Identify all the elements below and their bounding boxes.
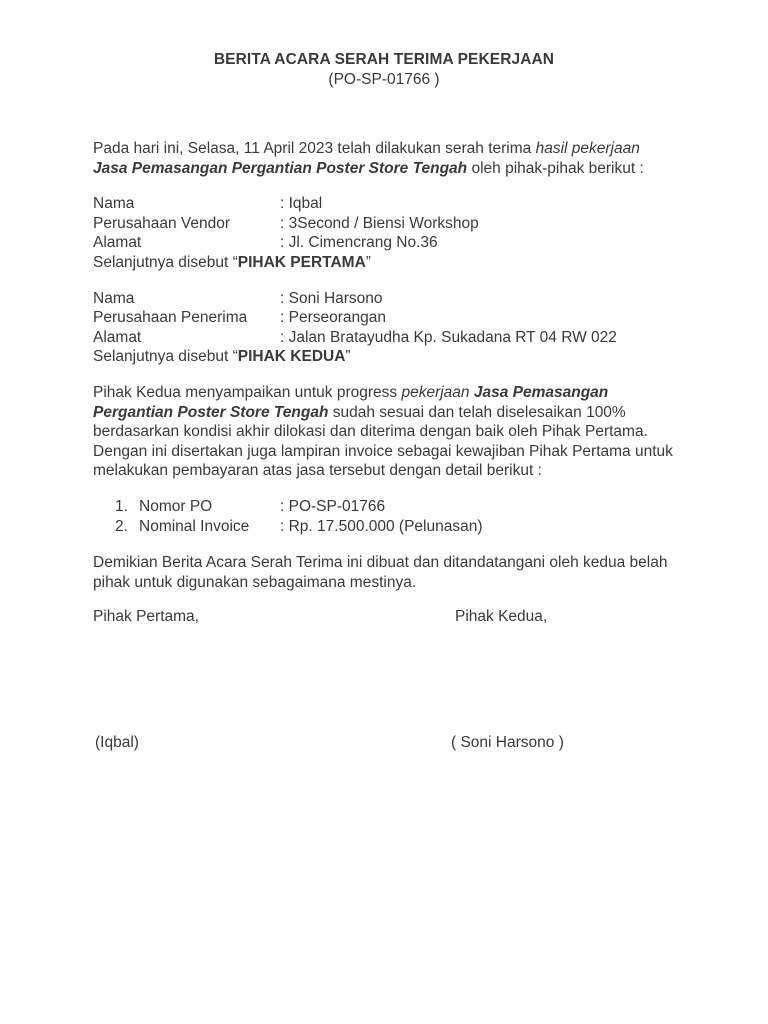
pihak-pertama-row xyxy=(93,233,683,253)
pihak-pertama-row xyxy=(93,214,683,234)
intro-paragraph xyxy=(93,139,683,178)
field-label: Alamat xyxy=(93,328,142,346)
signature-title-left: Pihak Pertama, xyxy=(93,608,199,626)
body-job-title: Jasa Pemasangan Pergantian Poster Store Tengah xyxy=(93,383,609,421)
closing-paragraph: Demikian Berita Acara Serah Terima ini dibuat dan ditandatangani oleh kedua belah pihak untuk digunakan sebagaimana mestinya. xyxy=(93,554,668,591)
intro-italic: hasil pekerjaan xyxy=(535,140,640,157)
signature-names xyxy=(93,733,683,753)
field-label: Nama xyxy=(93,289,135,307)
body-text-2: sudah sesuai dan telah diselesaikan 100% berdasarkan kondisi akhir dilokasi dan diterima dengan baik oleh Pihak Pertama. Dengan ini disertakan juga lampiran invoice sebagai kewajiban Pihak Pertama untuk melakukan pembayaran atas jasa tersebut dengan detail berikut : xyxy=(93,403,673,480)
document-number: (PO-SP-01766 ) xyxy=(328,70,440,88)
field-label: Alamat xyxy=(93,234,142,252)
pihak-kedua-row xyxy=(93,308,683,328)
list-value: : PO-SP-01766 xyxy=(280,497,386,515)
designation-name: PIHAK KEDUA xyxy=(237,348,346,366)
details-list xyxy=(93,497,683,536)
field-label: Nama xyxy=(93,195,135,213)
field-value: : Soni Harsono xyxy=(280,289,383,307)
signature-name-left: (Iqbal) xyxy=(95,734,139,752)
body-italic: pekerjaan xyxy=(401,383,474,401)
document-title: BERITA ACARA SERAH TERIMA PEKERJAAN xyxy=(213,51,555,68)
body-text-1: Pihak Kedua menyampaikan untuk progress xyxy=(93,383,402,401)
pihak-pertama-row xyxy=(93,194,683,214)
field-label: Perusahaan Vendor xyxy=(93,214,231,232)
field-value: : Jalan Bratayudha Kp. Sukadana RT 04 RW 022 xyxy=(280,328,617,346)
signature-titles xyxy=(93,607,683,627)
field-value: : Iqbal xyxy=(280,195,323,213)
list-value: : Rp. 17.500.000 (Pelunasan) xyxy=(280,517,483,535)
field-value: : Jl. Cimencrang No.36 xyxy=(280,234,438,252)
pihak-pertama-designation xyxy=(93,253,683,273)
pihak-kedua-row xyxy=(93,289,683,309)
field-value: : 3Second / Biensi Workshop xyxy=(280,214,479,232)
designation-name: PIHAK PERTAMA xyxy=(237,253,366,271)
signature-name-right: ( Soni Harsono ) xyxy=(451,734,564,752)
list-item xyxy=(93,497,683,517)
intro-job-title: Jasa Pemasangan Pergantian Poster Store Tengah xyxy=(93,159,468,177)
designation-prefix: Selanjutnya disebut “ xyxy=(93,348,238,366)
pihak-kedua-designation xyxy=(93,347,683,367)
pihak-kedua-row xyxy=(93,328,683,348)
designation-prefix: Selanjutnya disebut “ xyxy=(93,253,238,271)
document-header xyxy=(0,50,768,89)
list-number: 2. xyxy=(115,517,128,535)
field-value: : Perseorangan xyxy=(280,309,386,327)
intro-text-1: Pada hari ini, Selasa, 11 April 2023 telah dilakukan serah terima xyxy=(93,140,536,157)
signature-title-right: Pihak Kedua, xyxy=(455,608,548,626)
pihak-kedua-block xyxy=(93,289,683,367)
pihak-pertama-block xyxy=(93,194,683,272)
body-paragraph xyxy=(93,383,683,481)
document-body xyxy=(93,139,683,753)
field-label: Perusahaan Penerima xyxy=(93,309,248,327)
list-label: Nominal Invoice xyxy=(139,517,250,535)
designation-suffix: ” xyxy=(365,253,371,271)
list-item xyxy=(93,517,683,537)
designation-suffix: ” xyxy=(345,348,351,366)
list-number: 1. xyxy=(115,497,128,515)
list-label: Nomor PO xyxy=(139,497,213,515)
intro-text-2: oleh pihak-pihak berikut : xyxy=(467,159,644,177)
